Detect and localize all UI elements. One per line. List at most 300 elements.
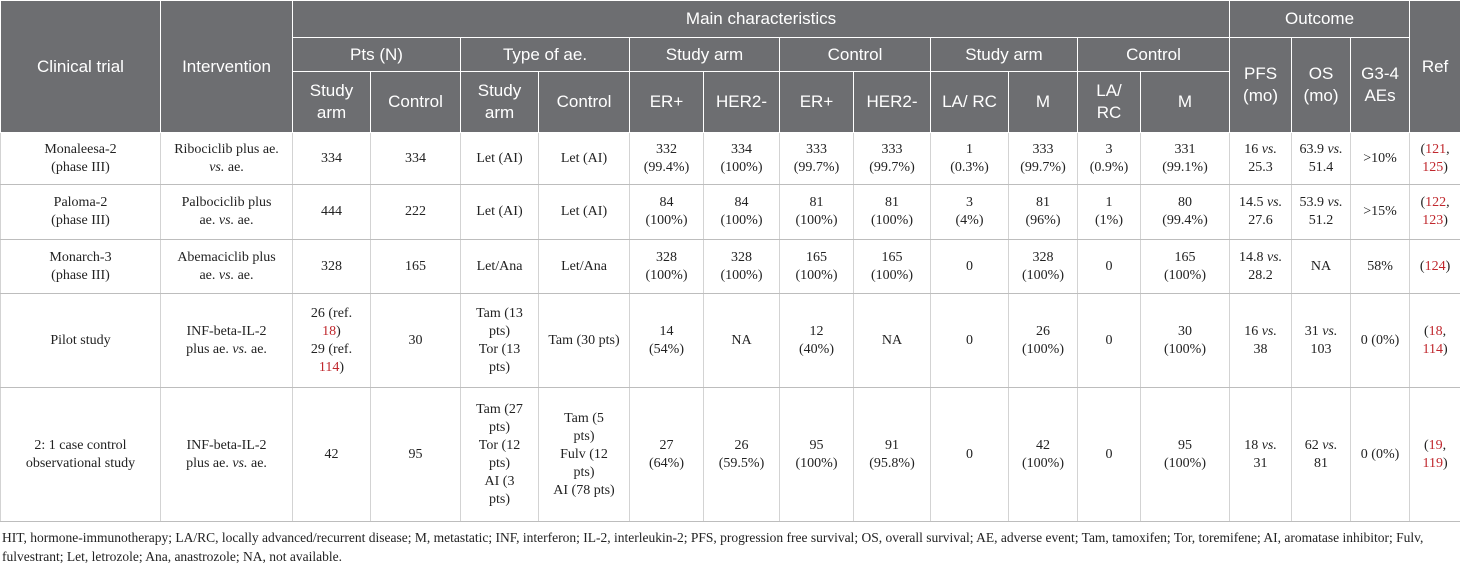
- type-text: pts): [489, 491, 510, 507]
- cell-study-er: [630, 133, 704, 185]
- cell-pts-control: [371, 388, 461, 522]
- value: (100%): [1164, 267, 1207, 283]
- type-text: Fulv (12: [560, 446, 608, 462]
- cell-trial: [1, 388, 161, 522]
- vs-label: vs.: [218, 267, 235, 283]
- vs-label: vs.: [1327, 195, 1343, 210]
- type-text: Tam (13: [476, 305, 523, 321]
- value: 333: [881, 141, 903, 157]
- table-body: [1, 133, 1460, 522]
- type-text: Let (AI): [560, 204, 608, 219]
- pts-value: 95: [408, 446, 423, 462]
- cell-os: [1292, 294, 1351, 388]
- type-text: AI (78 pts): [553, 482, 615, 498]
- value: (100%): [871, 267, 913, 283]
- cell-g34: [1351, 133, 1410, 185]
- cell-g34: [1351, 185, 1410, 240]
- value: (100%): [720, 267, 763, 283]
- value: 328: [656, 249, 677, 265]
- header-clinical-trial: Clinical trial: [1, 1, 161, 133]
- ref-link: 125: [1422, 159, 1444, 175]
- cell-control-her2: [854, 133, 931, 185]
- cell-pfs: [1230, 294, 1292, 388]
- cell-control-er: [780, 185, 854, 240]
- value: 28.2: [1248, 267, 1273, 283]
- cell-study-her2: [704, 388, 780, 522]
- pts-value: 328: [321, 258, 342, 274]
- value: 165: [806, 249, 827, 265]
- cell-type-control: [539, 240, 630, 294]
- header-pts-control: Control: [371, 72, 461, 133]
- cell-g34: [1351, 388, 1410, 522]
- vs-label: vs.: [218, 213, 235, 228]
- trial-name: (phase III): [51, 159, 110, 175]
- value: 51.2: [1308, 213, 1334, 228]
- value: (100%): [1164, 455, 1207, 471]
- value: 25.3: [1248, 159, 1273, 175]
- trial-name: 2: 1 case control: [34, 437, 127, 453]
- cell-study-larc: [931, 185, 1009, 240]
- cell-study-her2: [704, 185, 780, 240]
- header-pts: Pts (N): [293, 38, 461, 72]
- pts-value: 334: [405, 150, 426, 166]
- vs-label: vs.: [232, 455, 248, 471]
- cell-study-er: [630, 185, 704, 240]
- trial-name: Paloma-2: [53, 195, 108, 210]
- value: 91: [885, 437, 899, 453]
- cell-study-m: [1009, 240, 1078, 294]
- value: 30: [1178, 323, 1193, 339]
- value: (100%): [1022, 455, 1064, 471]
- value: (100%): [720, 213, 763, 228]
- header-study-her2: HER2-: [704, 72, 780, 133]
- value: 12: [809, 323, 824, 339]
- header-type-of-ae: Type of ae.: [461, 38, 630, 72]
- value: 16: [1244, 323, 1259, 339]
- cell-intervention: [161, 240, 293, 294]
- value: 84: [659, 195, 674, 210]
- cell-type-control: [539, 185, 630, 240]
- cell-ref: (122, 123): [1410, 185, 1460, 240]
- cell-pfs: [1230, 133, 1292, 185]
- value: (100%): [1022, 341, 1064, 357]
- value: (100%): [1164, 341, 1207, 357]
- vs-label: vs.: [1261, 141, 1277, 157]
- table-footnote: HIT, hormone-immunotherapy; LA/RC, locally advanced/recurrent disease; M, metastatic; INF, interferon; IL-2, interleukin-2; PFS, progression free survival; OS, overall survival; AE, adverse event; Tam, tamoxifen; Tor, toremifene; AI, aromatase inhibitor; Fulv, fulvestrant; Let, letrozole; Ana, anastrozole; NA, not available.: [2, 530, 1424, 564]
- value: (40%): [799, 341, 834, 357]
- cell-study-larc: [931, 388, 1009, 522]
- cell-control-her2: [854, 185, 931, 240]
- cell-ref: (19, 119): [1410, 388, 1460, 522]
- cell-pts-control: [371, 133, 461, 185]
- cell-ref: (18, 114): [1410, 294, 1460, 388]
- ref-link: 114: [1422, 341, 1443, 357]
- type-text: Tor (13: [478, 341, 521, 357]
- cell-control-her2: [854, 240, 931, 294]
- cell-study-larc: [931, 133, 1009, 185]
- type-text: Let (AI): [476, 150, 523, 166]
- value: 27: [659, 437, 674, 453]
- value: 328: [731, 249, 752, 265]
- cell-ref: (121, 125): [1410, 133, 1460, 185]
- header-g34-aes: G3-4 AEs: [1351, 38, 1410, 133]
- intervention-text: ae.: [234, 213, 254, 228]
- cell-study-larc: [931, 294, 1009, 388]
- type-text: AI (3: [484, 473, 515, 489]
- type-text: Tam (27: [476, 401, 523, 417]
- value: 80: [1178, 195, 1193, 210]
- cell-study-m: [1009, 133, 1078, 185]
- cell-type-study: [461, 294, 539, 388]
- cell-os: [1292, 185, 1351, 240]
- vs-label: vs.: [1322, 323, 1338, 339]
- header-study-er: ER+: [630, 72, 704, 133]
- header-outcome: Outcome: [1230, 1, 1410, 38]
- intervention-text: ae.: [247, 341, 267, 357]
- value: (95.8%): [869, 455, 915, 471]
- value: 31: [1253, 455, 1268, 471]
- cell-pts-control: [371, 240, 461, 294]
- cell-os: [1292, 240, 1351, 294]
- value: (100%): [1022, 267, 1064, 283]
- ref-link: 123: [1422, 213, 1444, 228]
- cell-study-er: [630, 294, 704, 388]
- header-control-larc: LA/ RC: [1078, 72, 1141, 133]
- cell-study-m: [1009, 388, 1078, 522]
- pts-value: 222: [405, 204, 426, 219]
- cell-control-er: [780, 133, 854, 185]
- cell-study-her2: [704, 240, 780, 294]
- cell-type-study: [461, 185, 539, 240]
- cell-control-m: [1141, 133, 1230, 185]
- value: 3: [1105, 141, 1113, 157]
- type-text: Let/Ana: [476, 258, 523, 274]
- value: (59.5%): [718, 455, 765, 471]
- value: 95: [809, 437, 824, 453]
- cell-control-larc: [1078, 240, 1141, 294]
- value: NA: [881, 332, 903, 348]
- cell-pts-control: [371, 185, 461, 240]
- value: 14.5: [1238, 195, 1264, 210]
- value: 63.9: [1299, 141, 1324, 157]
- value: 16: [1244, 141, 1259, 157]
- vs-label: vs.: [1322, 437, 1338, 453]
- value: 332: [656, 141, 677, 157]
- pts-text: 29 (ref.: [310, 341, 353, 357]
- value: 165: [1174, 249, 1196, 265]
- header-control-receptor: Control: [780, 38, 931, 72]
- header-intervention: Intervention: [161, 1, 293, 133]
- value: (54%): [649, 341, 684, 357]
- cell-control-her2: [854, 388, 931, 522]
- type-text: pts): [489, 455, 510, 471]
- header-control-m: M: [1141, 72, 1230, 133]
- value: 103: [1310, 341, 1332, 357]
- value: (99.7%): [793, 159, 840, 175]
- value: (99.4%): [643, 159, 690, 175]
- value: (100%): [645, 213, 688, 228]
- value: (1%): [1095, 213, 1123, 228]
- intervention-text: ae.: [234, 267, 254, 283]
- value: 0: [966, 446, 973, 462]
- cell-control-m: [1141, 388, 1230, 522]
- ref-link: 114: [318, 359, 340, 375]
- cell-study-her2: [704, 294, 780, 388]
- trial-name: Pilot study: [50, 332, 111, 348]
- value: 333: [1032, 141, 1054, 157]
- value: 14: [659, 323, 674, 339]
- cell-intervention: [161, 133, 293, 185]
- cell-pfs: [1230, 388, 1292, 522]
- value: 14.8: [1238, 249, 1264, 265]
- type-text: pts): [489, 323, 510, 339]
- value: 81: [885, 195, 899, 210]
- value: 62: [1304, 437, 1319, 453]
- cell-os: [1292, 133, 1351, 185]
- type-text: Let/Ana: [561, 258, 607, 274]
- cell-trial: [1, 133, 161, 185]
- header-os: OS (mo): [1292, 38, 1351, 133]
- value: 0: [966, 258, 973, 274]
- header-study-larc: LA/ RC: [931, 72, 1009, 133]
- cell-study-larc: [931, 240, 1009, 294]
- value: (100%): [795, 213, 838, 228]
- value: (0.9%): [1089, 159, 1129, 175]
- ref-link: 122: [1425, 195, 1447, 210]
- value: 0: [966, 332, 973, 348]
- value: (96%): [1025, 213, 1061, 228]
- pts-value: 444: [321, 204, 342, 219]
- ref-link: 121: [1425, 141, 1447, 157]
- value: (100%): [795, 455, 838, 471]
- value: 27.6: [1248, 213, 1273, 228]
- cell-type-control: [539, 388, 630, 522]
- intervention-text: Palbociclib plus: [181, 195, 272, 210]
- header-pts-study-arm: Study arm: [293, 72, 371, 133]
- value: 26: [734, 437, 749, 453]
- cell-control-larc: [1078, 294, 1141, 388]
- cell-type-control: [539, 294, 630, 388]
- value: (100%): [720, 159, 763, 175]
- type-text: pts): [573, 428, 595, 444]
- value: 81: [1036, 195, 1050, 210]
- value: 1: [1105, 195, 1113, 210]
- value: 58%: [1367, 258, 1393, 274]
- intervention-text: ae.: [224, 159, 244, 175]
- value: 84: [734, 195, 749, 210]
- cell-type-control: [539, 133, 630, 185]
- value: 0 (0%): [1360, 446, 1400, 462]
- table-row: [1, 388, 1460, 522]
- cell-type-study: [461, 133, 539, 185]
- type-text: pts): [489, 419, 510, 435]
- value: 328: [1032, 249, 1054, 265]
- cell-study-m: [1009, 185, 1078, 240]
- header-study-arm-receptor: Study arm: [630, 38, 780, 72]
- trial-name: (phase III): [51, 267, 110, 283]
- cell-study-er: [630, 240, 704, 294]
- header-study-m: M: [1009, 72, 1078, 133]
- cell-control-m: [1141, 294, 1230, 388]
- cell-intervention: [161, 294, 293, 388]
- cell-study-her2: [704, 133, 780, 185]
- value: 165: [881, 249, 903, 265]
- pts-value: 165: [405, 258, 426, 274]
- intervention-text: ae.: [199, 213, 216, 228]
- vs-label: vs.: [1266, 249, 1283, 265]
- ref-link: 124: [1424, 258, 1446, 274]
- value: (4%): [955, 213, 984, 228]
- intervention-text: Abemaciclib plus: [177, 249, 276, 265]
- vs-label: vs.: [1261, 323, 1277, 339]
- cell-ref: (124): [1410, 240, 1460, 294]
- value: 53.9: [1299, 195, 1324, 210]
- value: 31: [1304, 323, 1319, 339]
- vs-label: vs.: [232, 341, 248, 357]
- value: 1: [966, 141, 973, 157]
- pts-value: 42: [324, 446, 339, 462]
- cell-control-her2: [854, 294, 931, 388]
- cell-type-study: [461, 240, 539, 294]
- cell-trial: [1, 185, 161, 240]
- cell-type-study: [461, 388, 539, 522]
- value: 333: [806, 141, 827, 157]
- type-text: Tam (5: [564, 410, 604, 426]
- table-row: [1, 133, 1460, 185]
- value: 0: [1105, 446, 1113, 462]
- cell-g34: [1351, 240, 1410, 294]
- intervention-text: plus ae.: [186, 341, 229, 357]
- value: 0: [1105, 258, 1113, 274]
- cell-pts-study: 26 (ref. 18) 29 (ref. 114): [293, 294, 371, 388]
- type-text: pts): [489, 359, 510, 375]
- cell-control-m: [1141, 240, 1230, 294]
- value: (100%): [795, 267, 838, 283]
- value: (64%): [649, 455, 684, 471]
- value: >15%: [1363, 204, 1397, 219]
- table-row: [1, 240, 1460, 294]
- cell-control-larc: [1078, 185, 1141, 240]
- trial-name: (phase III): [51, 213, 110, 228]
- cell-study-er: [630, 388, 704, 522]
- cell-pts-control: [371, 294, 461, 388]
- cell-trial: [1, 294, 161, 388]
- cell-pts-study: [293, 133, 371, 185]
- cell-control-larc: [1078, 388, 1141, 522]
- header-control-disease: Control: [1078, 38, 1230, 72]
- value: NA: [1310, 258, 1332, 274]
- value: 81: [1314, 455, 1329, 471]
- value: (100%): [645, 267, 688, 283]
- value: (100%): [871, 213, 913, 228]
- value: 331: [1174, 141, 1196, 157]
- pts-value: 30: [408, 332, 423, 348]
- table-row: [1, 294, 1460, 388]
- cell-g34: [1351, 294, 1410, 388]
- value: 42: [1036, 437, 1050, 453]
- value: 334: [731, 141, 752, 157]
- value: 18: [1244, 437, 1259, 453]
- header-study-arm-disease: Study arm: [931, 38, 1078, 72]
- value: NA: [731, 332, 752, 348]
- value: 26: [1036, 323, 1050, 339]
- cell-os: [1292, 388, 1351, 522]
- trial-name: Monarch-3: [49, 249, 112, 265]
- cell-intervention: [161, 185, 293, 240]
- cell-control-er: [780, 240, 854, 294]
- value: 3: [966, 195, 973, 210]
- table-row: [1, 185, 1460, 240]
- vs-label: vs.: [1327, 141, 1343, 157]
- type-text: pts): [573, 464, 595, 480]
- header-type-control: Control: [539, 72, 630, 133]
- intervention-text: INF-beta-IL-2: [186, 437, 267, 453]
- vs-label: vs.: [209, 159, 225, 175]
- intervention-text: plus ae.: [186, 455, 229, 471]
- intervention-text: INF-beta-IL-2: [186, 323, 267, 339]
- cell-control-m: [1141, 185, 1230, 240]
- type-text: Let (AI): [476, 204, 523, 219]
- intervention-text: ae.: [199, 267, 216, 283]
- header-pfs: PFS (mo): [1230, 38, 1292, 133]
- ref-link: 18: [322, 323, 337, 339]
- ref-link: 119: [1422, 455, 1443, 471]
- header-control-er: ER+: [780, 72, 854, 133]
- pts-value: 334: [321, 150, 342, 166]
- value: 38: [1253, 341, 1268, 357]
- value: 51.4: [1308, 159, 1334, 175]
- value: (99.1%): [1162, 159, 1208, 175]
- type-text: Tor (12: [478, 437, 521, 453]
- cell-control-er: [780, 294, 854, 388]
- ref-link: 18: [1428, 323, 1443, 339]
- cell-control-larc: [1078, 133, 1141, 185]
- intervention-text: ae.: [247, 455, 267, 471]
- pts-text: 26 (ref.: [310, 305, 353, 321]
- trial-name: observational study: [25, 455, 136, 471]
- value: (99.7%): [1020, 159, 1066, 175]
- cell-pfs: [1230, 185, 1292, 240]
- value: 0 (0%): [1360, 332, 1400, 348]
- value: 95: [1178, 437, 1193, 453]
- value: 0: [1105, 332, 1113, 348]
- header-type-study-arm: Study arm: [461, 72, 539, 133]
- value: 81: [809, 195, 824, 210]
- cell-pts-study: [293, 240, 371, 294]
- cell-pfs: [1230, 240, 1292, 294]
- value: (99.7%): [869, 159, 915, 175]
- cell-control-er: [780, 388, 854, 522]
- intervention-text: Ribociclib plus ae.: [174, 141, 279, 157]
- table-header: [1, 1, 1460, 133]
- value: (99.4%): [1162, 213, 1208, 228]
- vs-label: vs.: [1266, 195, 1283, 210]
- header-control-her2: HER2-: [854, 72, 931, 133]
- trial-name: Monaleesa-2: [44, 141, 117, 157]
- cell-pts-study: [293, 388, 371, 522]
- type-text: Tam (30 pts): [548, 332, 620, 348]
- value: (0.3%): [950, 159, 989, 175]
- header-ref: Ref: [1410, 1, 1460, 133]
- vs-label: vs.: [1261, 437, 1277, 453]
- cell-intervention: [161, 388, 293, 522]
- cell-study-m: [1009, 294, 1078, 388]
- type-text: Let (AI): [560, 150, 608, 166]
- cell-trial: [1, 240, 161, 294]
- header-main-characteristics: Main characteristics: [293, 1, 1230, 38]
- value: >10%: [1363, 150, 1397, 166]
- ref-link: 19: [1428, 437, 1443, 453]
